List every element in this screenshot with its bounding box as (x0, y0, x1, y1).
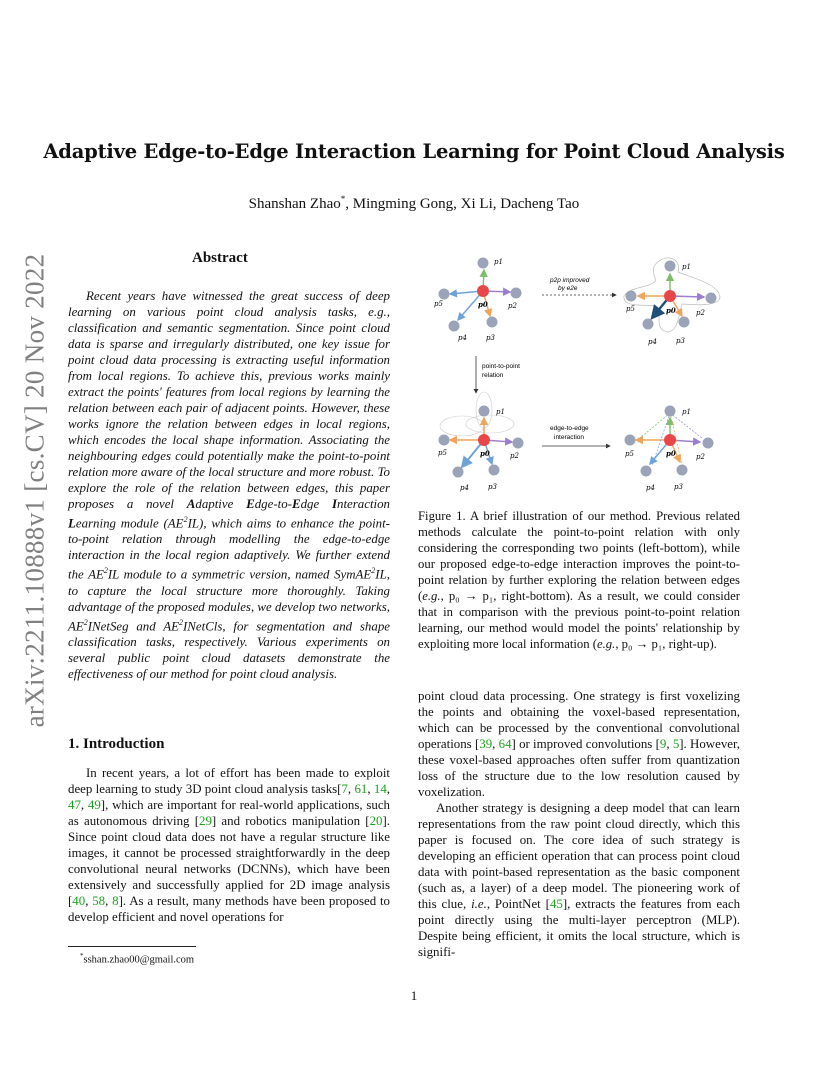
footnote: *sshan.zhao00@gmail.com (80, 952, 195, 966)
svg-text:p4: p4 (648, 338, 657, 346)
svg-text:p5: p5 (434, 300, 443, 308)
right-column-body (418, 688, 740, 960)
svg-text:interaction: interaction (554, 434, 584, 441)
arxiv-identifier: arXiv:2211.10888v1 [cs.CV] 20 Nov 2022 (19, 253, 50, 727)
arrow-point-to-point (476, 356, 520, 393)
svg-text:p0: p0 (666, 306, 676, 315)
abstract-paragraph: Recent years have witnessed the great success of deep learning on various point cloud analysis tasks, e.g., classification and semantic segmentation. Since point cloud data is sparse and irregularly distributed, one key issue for point cloud data processing is extracting useful information from local regions. To achieve this, previous works mainly extract the points' features from local regions by learning the relation between each pair of adjacent points. However, these works ignore the relation between edges in local regions, which encodes the local shape information. Associating the neighbouring edges could potentially make the point-to-point relation more aware of the local structure and more robust. To explore the role of the relation between edges, this paper proposes a novel Adaptive Edge-to-Edge Interaction Learning module $(AE^2IL)$, which aims to enhance the point-to-point relation through modelling the edge-to-edge interaction in the local region adaptively. We further extend the $AE^2IL$ module to a symmetric version, named SymAE$^2$IL, to capture the local structure more thoroughly. Taking advantage of the proposed modules, we develop two networks, $AE^2INetSeg$ and $AE^2INetCls$, for segmentation and shape classification tasks, respectively. Various experiments on several public point cloud datasets demonstrate the effectiveness of our method for point cloud analysis. (68, 289, 391, 681)
figure-1-diagram (420, 248, 742, 503)
svg-text:p3: p3 (488, 483, 497, 491)
svg-text:p4: p4 (458, 334, 467, 342)
svg-text:p0: p0 (478, 300, 488, 309)
svg-text:p5: p5 (626, 305, 635, 313)
paper-title: Adaptive Edge-to-Edge Interaction Learning for Point Cloud Analysis (43, 140, 785, 163)
citation-link[interactable]: 9 (659, 737, 667, 751)
author-footnote-mark: * (340, 194, 346, 204)
svg-text:p1: p1 (682, 408, 691, 416)
neighbor-point (478, 258, 489, 269)
panel-right-top (624, 258, 720, 346)
svg-text:p3: p3 (674, 483, 683, 491)
neighbor-point (487, 317, 498, 328)
citation-link[interactable]: 8 (112, 894, 119, 908)
introduction-heading: 1. Introduction (68, 736, 165, 752)
citation-link[interactable]: 64 (498, 737, 512, 751)
abstract-heading: Abstract (192, 250, 248, 266)
panel-left-top (434, 258, 522, 343)
abstract-body (68, 288, 390, 682)
right-paragraph-2: Another strategy is designing a deep model that can learn representations from the raw point cloud directly, which this paper is focused on. The core idea of such strategy is developing an efficient operation that can process point cloud data with point-based representation as the basic component (such as, a layer) of a deep model. The pioneering work of this clue, i.e., PointNet [45], extracts the features from each point directly using the multi-layer perceptron (MLP). Despite being efficient, it omits the local structure, which is signifi- (418, 801, 741, 959)
citation-link[interactable]: 5 (672, 737, 680, 751)
citation-link[interactable]: 61 (354, 782, 368, 796)
svg-text:p2: p2 (510, 452, 519, 460)
citation-link[interactable]: 40 (72, 894, 86, 908)
svg-text:p1: p1 (496, 408, 505, 416)
panel-right-bottom (625, 406, 714, 493)
citation-link[interactable]: 47 (68, 798, 81, 812)
footnote-divider (68, 946, 196, 947)
citation-link[interactable]: 39 (479, 737, 493, 751)
svg-text:p4: p4 (460, 484, 469, 492)
right-paragraph-1: point cloud data processing. One strategy is first voxelizing the points and obtaining the voxel-based representation, which can be processed by the conventional convolutional operations [39, 64] or improved convolutions [9, 5]. However, these voxel-based approaches often suffer from quantization loss of the structure due to the low resolution caused by voxelization. (418, 689, 740, 799)
figure-1-caption (418, 508, 740, 652)
arrow-p2p-improved (542, 277, 616, 295)
svg-text:p3: p3 (486, 334, 495, 342)
neighbor-point (449, 321, 460, 332)
svg-text:edge-to-edge: edge-to-edge (550, 425, 589, 432)
citation-link[interactable]: 49 (87, 798, 101, 812)
introduction-paragraph: In recent years, a lot of effort has been made to exploit deep learning to study 3D point cloud analysis tasks[7, 61, 14, 47, 49], which are important for real-world applications, such as autonomous driving [29] and robotics manipulation [20]. Since point cloud data does not have a regular structure like images, it cannot be processed straightforwardly in the deep convolutional neural networks (DCNNs), which have been extensively and successfully applied for 2D image analysis [40, 58, 8]. As a result, many methods have been proposed to develop efficient and novel operations for (68, 766, 390, 924)
author-first: Shanshan Zhao (248, 196, 341, 212)
svg-text:p2: p2 (696, 309, 705, 317)
citation-link[interactable]: 29 (199, 814, 212, 828)
page-number: 1 (410, 988, 418, 1003)
svg-text:point-to-point: point-to-point (482, 363, 520, 370)
svg-text:p4: p4 (646, 484, 655, 492)
caption-text: Figure 1. A brief illustration of our method. Previous related methods calculate the point-to-point relation with only considering the corresponding two points (left-bottom), while our proposed edge-to-edge interaction improves the point-to-point relation by further exploring the relation between edges (e.g., p₀ → p₁, right-bottom). As a result, we could consider that in comparison with the previous point-to-point relation learning, our method would model the points' relationship by exploiting more local information (e.g., p₀ → p₁, right-up). (418, 509, 740, 651)
citation-link[interactable]: 20 (369, 814, 383, 828)
author-rest: , Mingming Gong, Xi Li, Dacheng Tao (345, 196, 580, 212)
citation-link[interactable]: 14 (373, 782, 387, 796)
neighbor-point (439, 289, 450, 300)
center-point (477, 285, 489, 297)
svg-text:p1: p1 (494, 258, 503, 266)
svg-text:p2: p2 (508, 302, 517, 310)
author-list (0, 194, 828, 213)
footnote-email[interactable]: sshan.zhao00@gmail.com (83, 954, 195, 966)
citation-link[interactable]: 58 (92, 894, 106, 908)
method-illustration (420, 248, 742, 503)
svg-text:p1: p1 (682, 263, 691, 271)
arrow-edge-to-edge (542, 425, 610, 446)
svg-text:p3: p3 (676, 337, 685, 345)
introduction-body (68, 765, 390, 925)
svg-text:p5: p5 (438, 449, 447, 457)
svg-text:p0: p0 (480, 449, 490, 458)
panel-left-bottom (438, 392, 524, 492)
svg-text:by e2e: by e2e (558, 285, 578, 292)
svg-text:p0: p0 (666, 449, 676, 458)
neighbor-point (511, 288, 522, 299)
citation-link[interactable]: 45 (549, 897, 563, 911)
citation-link[interactable]: 7 (341, 782, 348, 796)
svg-text:p2p improved: p2p improved (550, 277, 590, 284)
svg-text:relation: relation (482, 372, 504, 379)
svg-text:p2: p2 (696, 453, 705, 461)
svg-text:p5: p5 (625, 450, 634, 458)
